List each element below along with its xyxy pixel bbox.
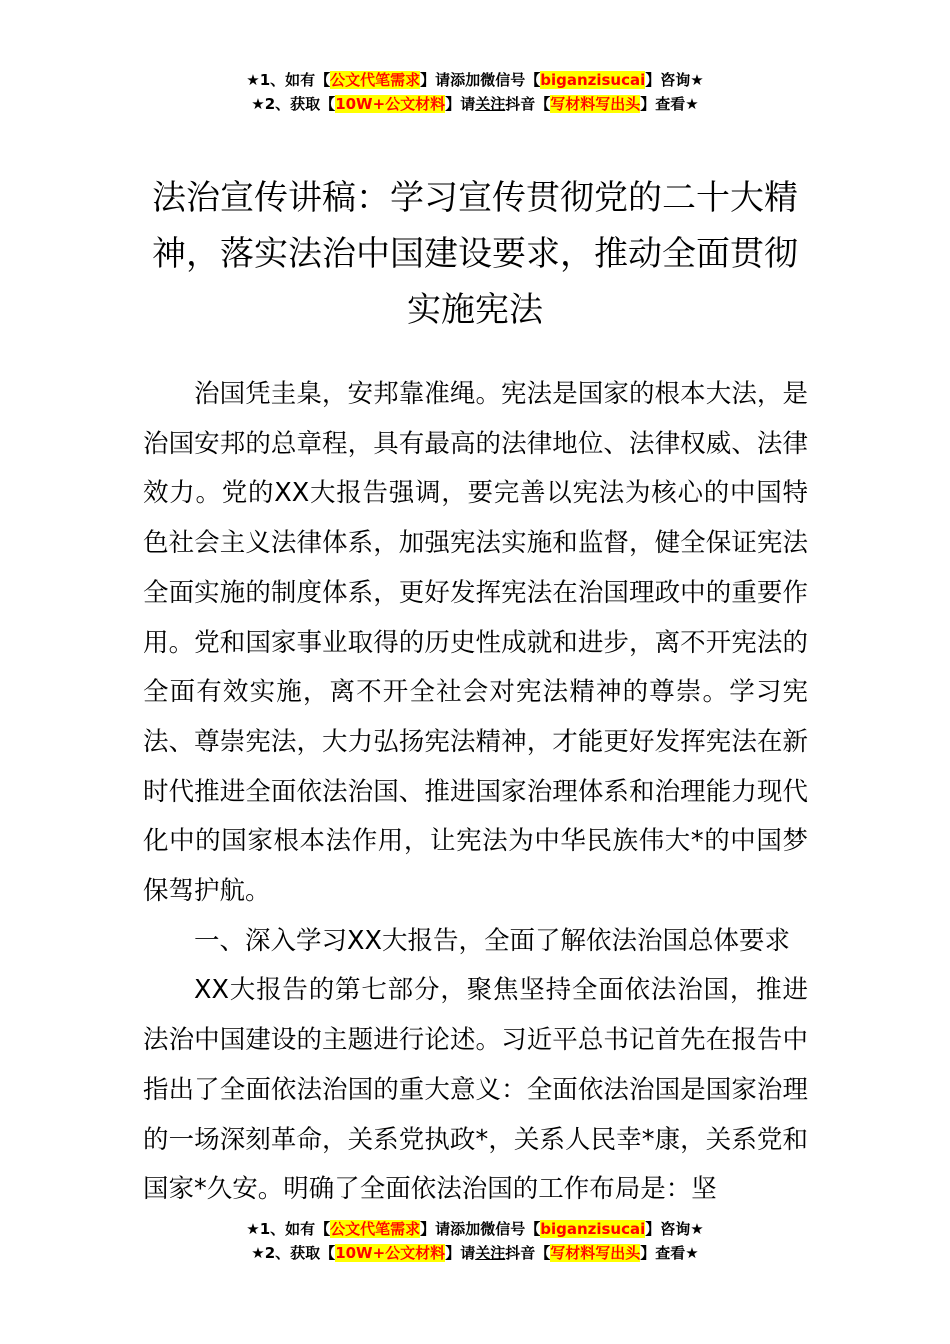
banner-text: 】请添 [420,71,466,89]
banner-text: 】查看★ [640,1244,699,1262]
document-title: 法治宣传讲稿：学习宣传贯彻党的二十大精神，落实法治中国建设要求，推动全面贯彻实施宪法 [152,178,798,330]
banner-text: ★1、如有【 [246,1220,331,1238]
document-body [143,370,808,1210]
banner-highlight: biganzisucai [540,1220,646,1238]
banner-highlight: 10W+公文材料 [335,95,446,113]
banner-text: ★1、如有【 [246,71,331,89]
banner-text: 】请 [445,1244,476,1262]
banner-emphasis: 关注 [475,1244,506,1262]
banner-text: 】请 [445,95,476,113]
paragraph-intro: 治国凭圭臬，安邦靠准绳。宪法是国家的根本大法，是治国安邦的总章程，具有最高的法律地位、法律权威、法律效力。党的XX大报告强调，要完善以宪法为核心的中国特色社会主义法律体系，加强宪法实施和监督，健全保证宪法全面实施的制度体系，更好发挥宪法在治国理政中的重要作用。党和国家事业取得的历史性成就和进步，离不开宪法的全面有效实施，离不开全社会对宪法精神的尊崇。学习宪法、尊崇宪法，大力弘扬宪法精神，才能更好发挥宪法在新时代推进全面依法治国、推进国家治理体系和治理能力现代化中的国家根本法作用，让宪法为中华民族伟大*的中国梦保驾护航。 [143,379,808,907]
banner-text: 】查看★ [640,95,699,113]
banner-highlight: 写材料写出头 [550,95,641,113]
banner-highlight: 公文代笔需求 [330,71,421,89]
banner-text: 】请添 [420,1220,466,1238]
banner-line-2 [0,92,950,116]
banner-highlight: biganzisucai [540,71,646,89]
banner-highlight: 公文代笔需求 [330,1220,421,1238]
banner-emphasis: 加 [465,1220,481,1238]
banner-text: ★2、获取【 [251,1244,336,1262]
banner-emphasis: 加 [465,71,481,89]
banner-text: 】咨询★ [645,71,704,89]
banner-text: 抖音【 [505,95,551,113]
footer-banner [0,1217,950,1265]
banner-text: ★2、获取【 [251,95,336,113]
banner-line-2 [0,1241,950,1265]
paragraph-section-1: XX大报告的第七部分，聚焦坚持全面依法治国，推进法治中国建设的主题进行论述。习近平总书记首先在报告中指出了全面依法治国的重大意义：全面依法治国是国家治理的一场深刻革命，关系党执政*，关系人民幸*康，关系党和国家*久安。明确了全面依法治国的工作布局是：坚 [143,975,808,1205]
banner-line-1 [0,68,950,92]
banner-emphasis: 关注 [475,95,506,113]
banner-text: 微信号【 [480,1220,541,1238]
banner-line-1 [0,1217,950,1241]
section-heading-1: 一、深入学习XX大报告，全面了解依法治国总体要求 [194,925,790,956]
banner-highlight: 写材料写出头 [550,1244,641,1262]
banner-text: 】咨询★ [645,1220,704,1238]
banner-text: 抖音【 [505,1244,551,1262]
banner-highlight: 10W+公文材料 [335,1244,446,1262]
banner-text: 微信号【 [480,71,541,89]
header-banner [0,68,950,116]
